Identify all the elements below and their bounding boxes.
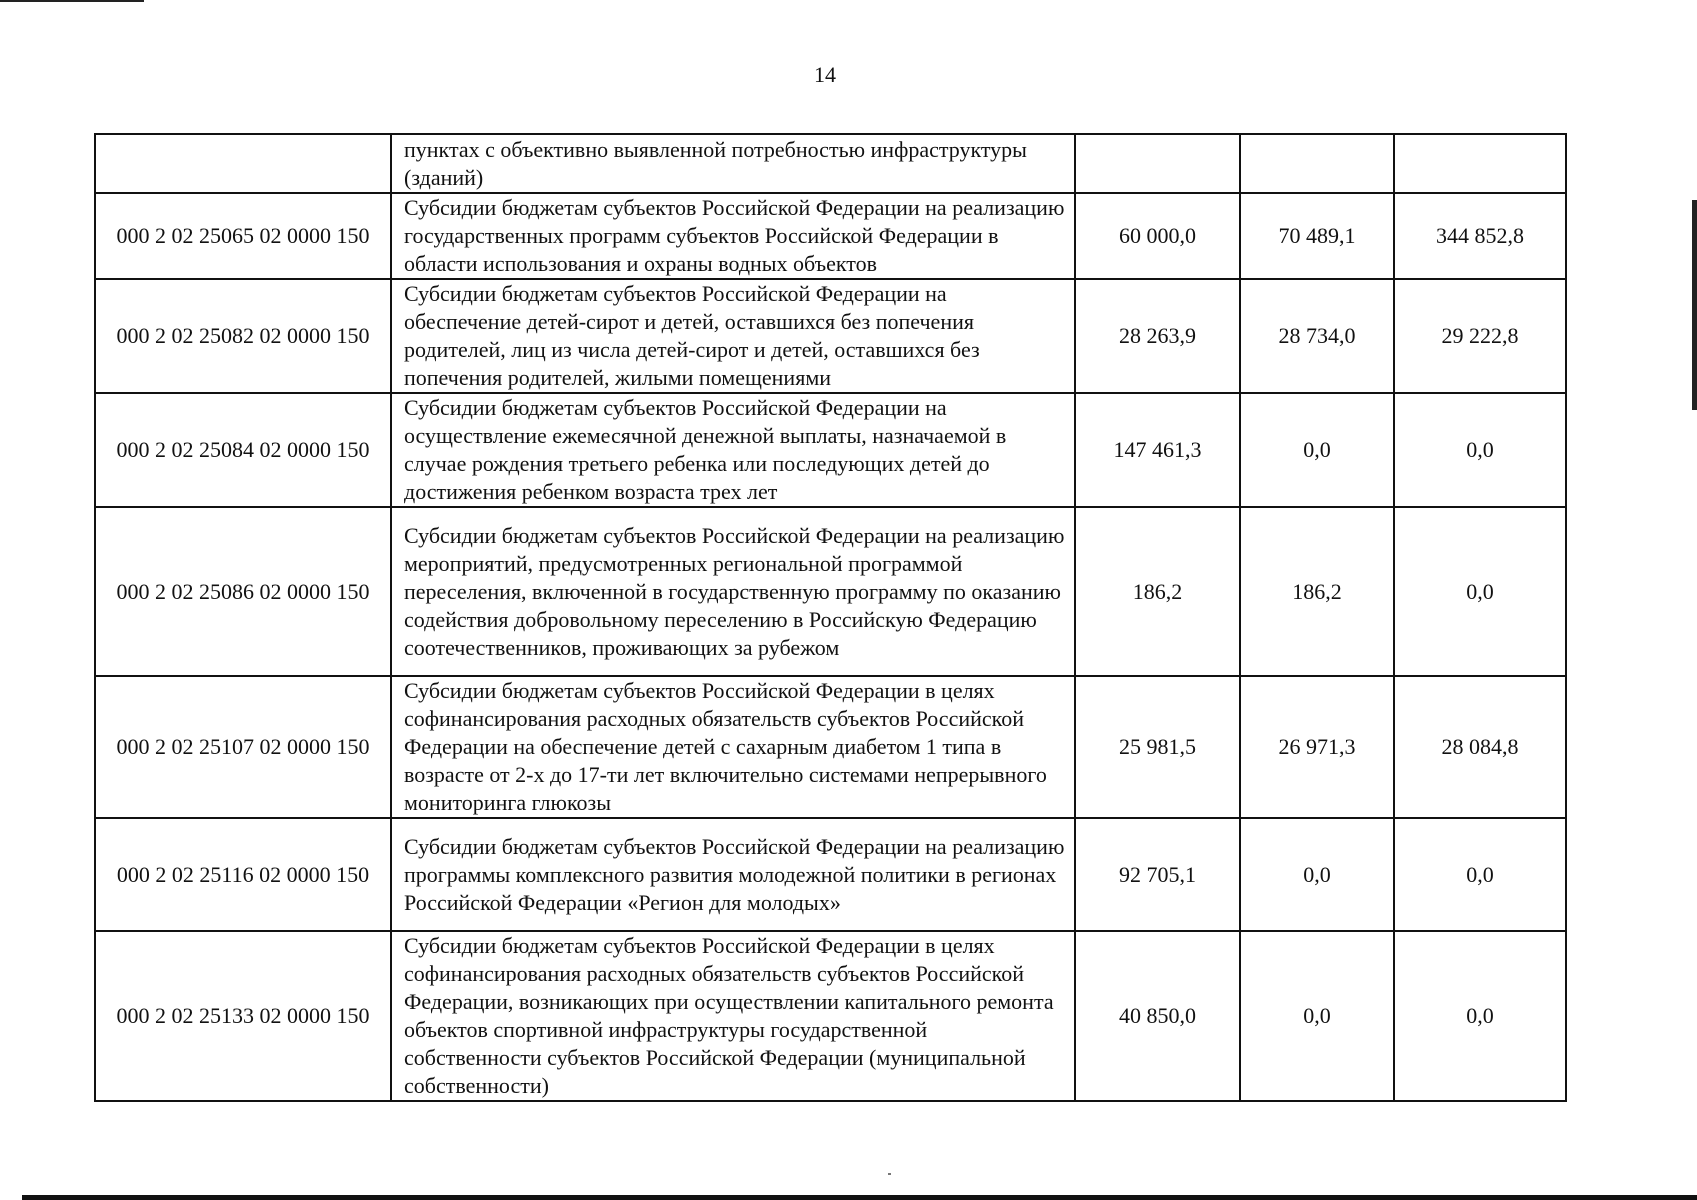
row-description: пунктах с объективно выявленной потребностью инфраструктуры (зданий) — [391, 134, 1075, 193]
row-value-2: 0,0 — [1240, 931, 1394, 1101]
scan-speck — [888, 1173, 891, 1175]
row-value-3: 29 222,8 — [1394, 279, 1566, 393]
row-value-1: 147 461,3 — [1075, 393, 1240, 507]
row-value-1: 25 981,5 — [1075, 676, 1240, 818]
row-code: 000 2 02 25133 02 0000 150 — [95, 931, 391, 1101]
row-value-1 — [1075, 134, 1240, 193]
row-value-2 — [1240, 134, 1394, 193]
row-value-3: 28 084,8 — [1394, 676, 1566, 818]
row-value-3: 0,0 — [1394, 393, 1566, 507]
row-value-2: 70 489,1 — [1240, 193, 1394, 279]
table-row — [95, 393, 1566, 507]
row-value-3: 344 852,8 — [1394, 193, 1566, 279]
scan-bottom-edge-mark — [22, 1195, 1697, 1200]
row-description: Субсидии бюджетам субъектов Российской Федерации в целях софинансирования расходных обязательств субъектов Российской Федерации, возникающих при осуществлении капитального ремонта объектов спортивной инфраструктуры государственной собственности субъектов Российской Федерации (муниципальной собственности) — [391, 931, 1075, 1101]
row-value-2: 0,0 — [1240, 818, 1394, 931]
row-value-2: 0,0 — [1240, 393, 1394, 507]
row-value-3: 0,0 — [1394, 507, 1566, 676]
row-value-1: 40 850,0 — [1075, 931, 1240, 1101]
revenue-table — [94, 133, 1567, 1102]
row-value-2: 28 734,0 — [1240, 279, 1394, 393]
row-value-1: 92 705,1 — [1075, 818, 1240, 931]
table-row — [95, 193, 1566, 279]
row-value-3: 0,0 — [1394, 818, 1566, 931]
row-description: Субсидии бюджетам субъектов Российской Федерации на реализацию мероприятий, предусмотренных региональной программой переселения, включенной в государственную программу по оказанию содействия добровольному переселению в Российскую Федерацию соотечественников, проживающих за рубежом — [391, 507, 1075, 676]
page-number: 14 — [814, 62, 836, 87]
row-value-2: 26 971,3 — [1240, 676, 1394, 818]
table-row — [95, 676, 1566, 818]
row-description: Субсидии бюджетам субъектов Российской Федерации на осуществление ежемесячной денежной выплаты, назначаемой в случае рождения третьего ребенка или последующих детей до достижения ребенком возраста трех лет — [391, 393, 1075, 507]
row-value-1: 28 263,9 — [1075, 279, 1240, 393]
row-code — [95, 134, 391, 193]
row-value-3: 0,0 — [1394, 931, 1566, 1101]
row-value-1: 60 000,0 — [1075, 193, 1240, 279]
row-code: 000 2 02 25086 02 0000 150 — [95, 507, 391, 676]
table-row — [95, 818, 1566, 931]
scan-top-edge-mark — [0, 0, 144, 2]
row-code: 000 2 02 25084 02 0000 150 — [95, 393, 391, 507]
row-description: Субсидии бюджетам субъектов Российской Федерации на обеспечение детей-сирот и детей, оставшихся без попечения родителей, лиц из числа детей-сирот и детей, оставшихся без попечения родителей, жилыми помещениями — [391, 279, 1075, 393]
table-row — [95, 507, 1566, 676]
row-code: 000 2 02 25107 02 0000 150 — [95, 676, 391, 818]
row-description: Субсидии бюджетам субъектов Российской Федерации на реализацию государственных программ субъектов Российской Федерации в области использования и охраны водных объектов — [391, 193, 1075, 279]
row-value-3 — [1394, 134, 1566, 193]
row-description: Субсидии бюджетам субъектов Российской Федерации на реализацию программы комплексного развития молодежной политики в регионах Российской Федерации «Регион для молодых» — [391, 818, 1075, 931]
row-code: 000 2 02 25082 02 0000 150 — [95, 279, 391, 393]
row-code: 000 2 02 25065 02 0000 150 — [95, 193, 391, 279]
row-value-1: 186,2 — [1075, 507, 1240, 676]
row-description: Субсидии бюджетам субъектов Российской Федерации в целях софинансирования расходных обязательств субъектов Российской Федерации на обеспечение детей с сахарным диабетом 1 типа в возрасте от 2-х до 17-ти лет включительно системами непрерывного мониторинга глюкозы — [391, 676, 1075, 818]
table-row — [95, 931, 1566, 1101]
row-value-2: 186,2 — [1240, 507, 1394, 676]
scan-right-edge-mark — [1692, 200, 1697, 410]
table-row — [95, 279, 1566, 393]
row-code: 000 2 02 25116 02 0000 150 — [95, 818, 391, 931]
table-row — [95, 134, 1566, 193]
